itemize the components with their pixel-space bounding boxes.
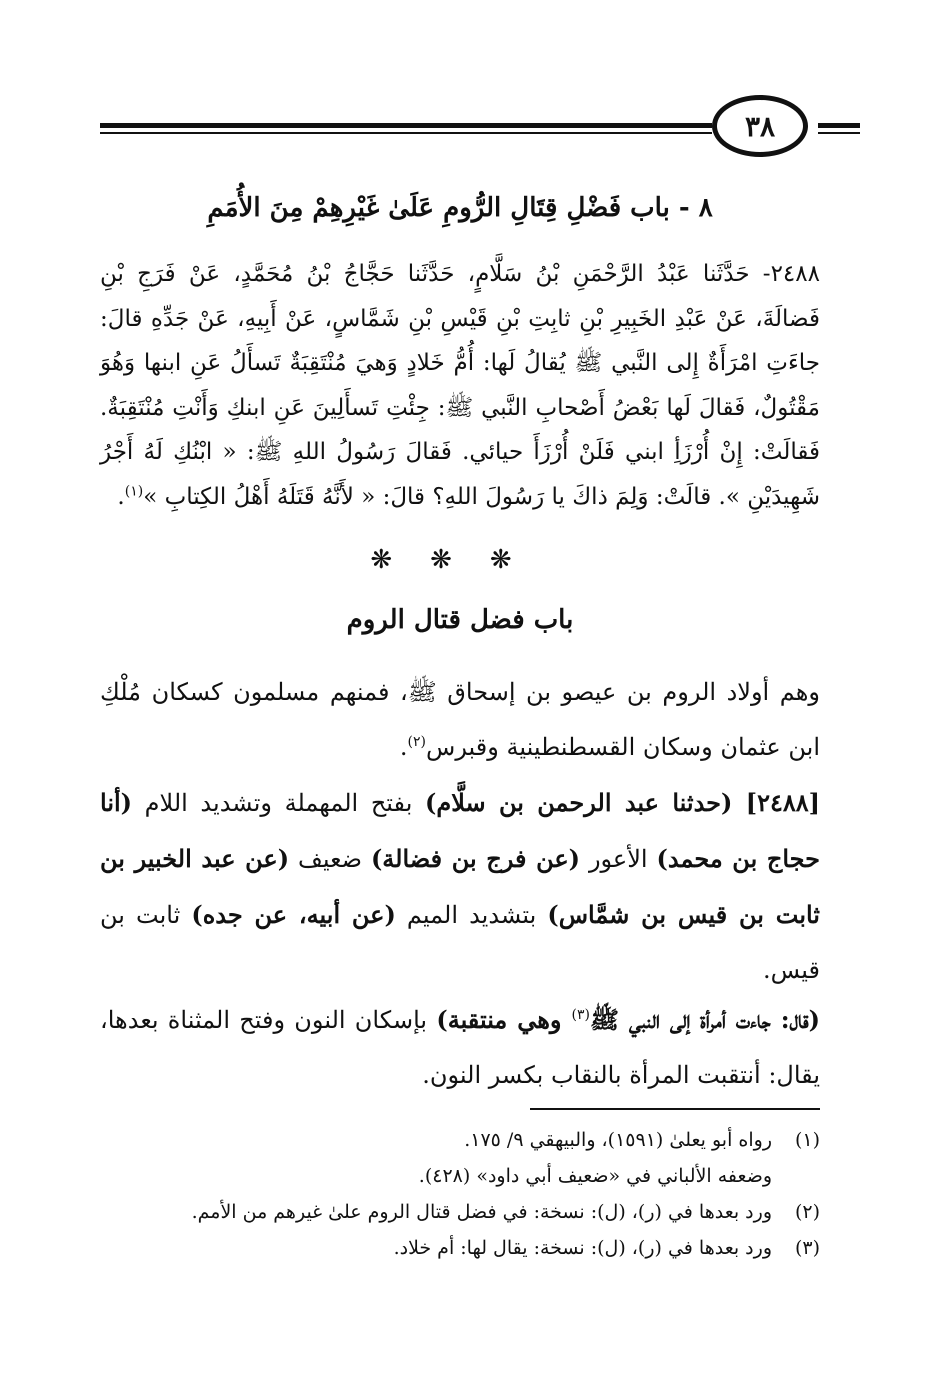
footnote-number: (٢) [794,1201,820,1223]
footnotes [100,1122,820,1266]
footnote-number: (١) [794,1129,820,1151]
footnote-ref-2: (٢) [407,734,427,750]
page-number: ٣٨ [712,95,808,157]
header-rule-stub-thin [818,132,860,134]
commentary-text: بفتح المهملة وتشديد اللام [132,789,425,817]
footnote-ref-1: (١) [124,482,144,499]
header-rule-stub [818,123,860,128]
header-rule [100,123,712,128]
header-rule-thin [100,132,712,134]
commentary-text: بتشديد الميم [395,901,548,929]
commentary-text: وهم أولاد الروم بن عيصو بن إسحاق ﷺ، فمنهم مسلمون كسكان مُلْكِ ابن عثمان وسكان القسطنطينية وقبرس [100,678,820,761]
footnote-text: ورد بعدها في (ر)، (ل): نسخة: يقال لها: أم خلاد. [393,1237,772,1259]
footnote [100,1194,820,1230]
commentary-paragraph-3 [100,992,820,1103]
chapter-title: ٨ - باب فَضْلِ قِتَالِ الرُّومِ عَلَىٰ غَيْرِهِمْ مِنَ الأُمَمِ [207,193,713,223]
commentary-text: ضعيف [289,845,371,873]
quoted-narrator: (عن عبد الخبير بن ثابت بن قيس بن شمَّاس) [100,844,820,929]
footnote-divider [530,1108,820,1110]
commentary-title: باب فضل قتال الروم [346,605,574,635]
quoted-narrator: (أنا حجاج بن محمد) [100,788,820,873]
quoted-text: وهي منتقبة) [436,1005,572,1034]
commentary-paragraph-1 [100,665,820,775]
footnote-text: رواه أبو يعلىٰ (١٥٩١)، والبيهقي ٩/ ١٧٥. [464,1129,772,1151]
commentary-paragraph-2 [100,775,820,998]
footnote-ref-3: (٣) [571,1007,590,1023]
hadith-text [100,252,820,519]
footnote-number: (٣) [794,1237,820,1259]
hadith-paragraph [100,252,820,519]
commentary-text: الأعور [580,845,657,873]
footnote-continuation [100,1158,820,1194]
hadith-body: ٢٤٨٨- حَدَّثَنا عَبْدُ الرَّحْمَنِ بْنُ سَلَّامٍ، حَدَّثَنا حَجَّاجُ بْنُ مُحَمَّدٍ، عَنْ فَرَجِ بْنِ فَضالَةَ، عَنْ عَبْدِ الخَبِيرِ بْنِ ثابِتِ بْنِ قَيْسِ بْنِ شَمَّاسٍ، عَنْ أَبِيهِ، عَنْ جَدِّهِ قالَ: جاءَتِ امْرَأَةٌ إِلى النَّبي ﷺ يُقالُ لَها: أُمُّ خَلادٍ وَهيَ مُنْتَقِبَةٌ تَسأَلُ عَنِ ابنها وَهُوَ مَقْتُولٌ، فَقالَ لَها بَعْضُ أَصْحابِ النَّبي ﷺ: جِئْتِ تَسأَلِينَ عَنِ ابنكِ وَأَنْتِ مُنْتَقِبَةٌ. فَقالَتْ: إِنْ أُرْزَأِ ابني فَلَنْ أُرْزَأَ حيائي. فَقالَ رَسُولُ اللهِ ﷺ: « ابْنُكِ لَهُ أَجْرُ شَهِيدَيْنِ ». قالَتْ: وَلِمَ ذاكَ يا رَسُولَ اللهِ؟ قالَ: « لأَنَّهُ قَتَلَهُ أَهْلُ الكِتابِ » [100,261,820,510]
section-separator: ❋❋❋ [370,545,550,575]
commentary-text: بإسكان النون وفتح المثناة بعدها، يقال: أنتقبت المرأة بالنقاب بكسر النون. [100,1006,820,1089]
quoted-narrator: (عن فرج بن فضالة) [370,844,581,873]
quoted-narrator: [٢٤٨٨] (حدثنا عبد الرحمن بن سلَّام) [425,788,820,817]
commentary-text: ثابت بن قيس. [100,901,820,984]
page-header [100,95,860,165]
quoted-narrator: (عن أبيه، عن جده) [191,900,396,929]
footnote-text: وضعفه الألباني في «ضعيف أبي داود» (٤٢٨). [418,1165,772,1187]
footnote [100,1230,820,1266]
footnote [100,1122,820,1158]
quoted-text: (قال: جاءت أمرأة إلى النبي ﷺ [589,1005,821,1034]
footnote-text: ورد بعدها في (ر)، (ل): نسخة: في فضل قتال الروم علىٰ غيرهم من الأمم. [191,1201,772,1223]
commentary-end: . [399,733,408,761]
hadith-end: . [117,483,125,510]
